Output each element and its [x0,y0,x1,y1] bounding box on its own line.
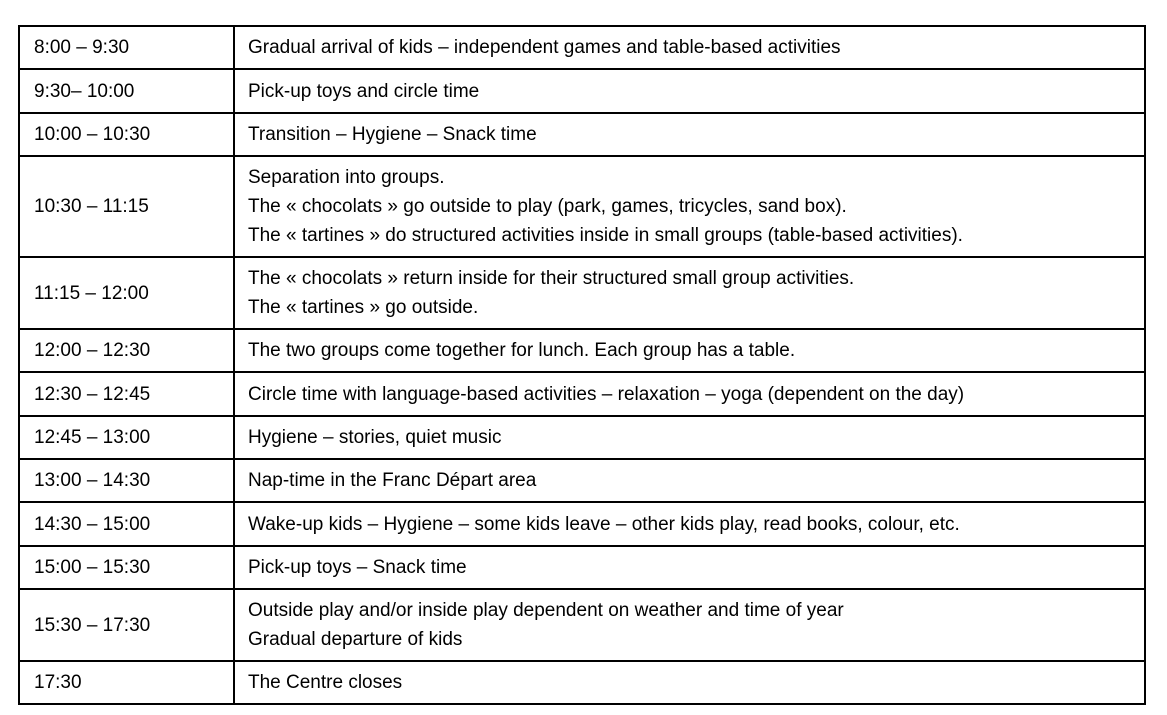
schedule-row [19,502,1145,546]
time-cell: 14:30 – 15:00 [19,502,234,546]
activity-line: Gradual arrival of kids – independent games and table-based activities [248,37,841,58]
activity-line: Hygiene – stories, quiet music [248,427,502,448]
schedule-row [19,661,1145,704]
activity-line: Transition – Hygiene – Snack time [248,124,537,145]
activity-cell [234,459,1145,502]
schedule-row [19,26,1145,69]
schedule-row [19,69,1145,113]
schedule-row [19,459,1145,502]
activity-line: Circle time with language-based activities – relaxation – yoga (dependent on the day) [248,383,965,405]
activity-cell [234,257,1145,329]
activity-line: Outside play and/or inside play dependent on weather and time of year [248,600,844,621]
activity-cell [234,502,1145,546]
time-cell: 15:30 – 17:30 [19,589,234,661]
schedule-table [18,25,1146,705]
time-cell: 10:30 – 11:15 [19,156,234,257]
activity-cell [234,113,1145,156]
schedule-row [19,546,1145,589]
activity-cell [234,372,1145,416]
schedule-row [19,372,1145,416]
time-cell: 11:15 – 12:00 [19,257,234,329]
time-cell: 13:00 – 14:30 [19,459,234,502]
activity-line: The « tartines » go outside. [248,297,479,318]
activity-cell [234,661,1145,704]
schedule-row [19,156,1145,257]
activity-cell [234,546,1145,589]
time-cell: 9:30– 10:00 [19,69,234,113]
time-cell: 17:30 [19,661,234,704]
activity-cell [234,26,1145,69]
activity-cell [234,416,1145,459]
activity-line: The « tartines » do structured activities inside in small groups (table-based activities). [248,225,963,246]
activity-line: Pick-up toys – Snack time [248,557,467,578]
time-cell: 10:00 – 10:30 [19,113,234,156]
activity-line: Wake-up kids – Hygiene – some kids leave – other kids play, read books, colour, etc. [248,513,960,535]
schedule-row [19,416,1145,459]
time-cell: 8:00 – 9:30 [19,26,234,69]
schedule-row [19,329,1145,372]
activity-cell [234,589,1145,661]
activity-line: The « chocolats » go outside to play (park, games, tricycles, sand box). [248,196,847,217]
activity-line: The two groups come together for lunch. Each group has a table. [248,340,796,361]
activity-cell [234,329,1145,372]
activity-line: The Centre closes [248,672,403,693]
time-cell: 12:30 – 12:45 [19,372,234,416]
time-cell: 15:00 – 15:30 [19,546,234,589]
activity-line: Nap-time in the Franc Départ area [248,470,537,491]
schedule-row [19,589,1145,661]
time-cell: 12:00 – 12:30 [19,329,234,372]
activity-line: Gradual departure of kids [248,629,463,650]
schedule-row [19,257,1145,329]
activity-cell [234,156,1145,257]
activity-line: The « chocolats » return inside for their structured small group activities. [248,268,855,289]
time-cell: 12:45 – 13:00 [19,416,234,459]
activity-line: Separation into groups. [248,167,445,188]
schedule-body [19,26,1145,704]
activity-line: Pick-up toys and circle time [248,80,480,102]
activity-cell [234,69,1145,113]
schedule-row [19,113,1145,156]
